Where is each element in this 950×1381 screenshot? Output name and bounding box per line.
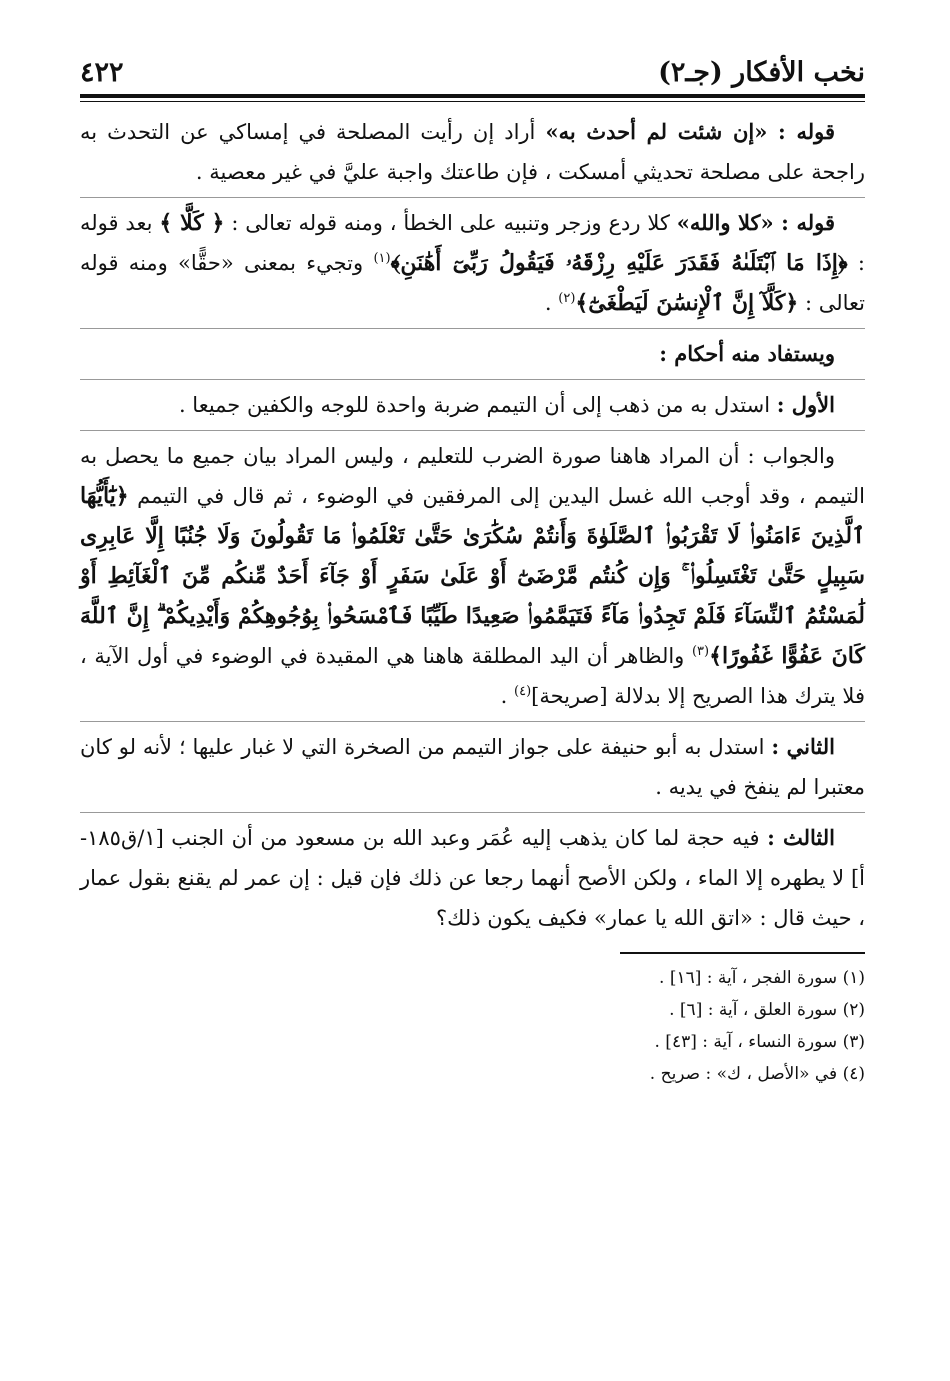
header-rule-thin bbox=[80, 101, 865, 102]
footnote-ref-3: (٣) bbox=[691, 644, 710, 659]
paragraph-2-text-2: بعد قوله : bbox=[80, 211, 865, 275]
paragraph-2-text-1: كلا ردع وزجر وتنبيه على الخطأ ، ومنه قوله تعالى : bbox=[224, 211, 677, 235]
paragraph-second-ruling bbox=[80, 727, 865, 807]
paragraph-separator bbox=[80, 197, 865, 198]
footnote-2: (٢) سورة العلق ، آية : [٦] . bbox=[669, 1000, 865, 1020]
paragraph-answer bbox=[80, 436, 865, 716]
paragraph-2-lead: قوله : «كلا والله» bbox=[676, 210, 835, 235]
paragraph-1-lead: قوله : «إن شئت لم أحدث به» bbox=[545, 119, 835, 144]
footnote-ref-2: (٢) bbox=[558, 291, 576, 306]
answer-text-2: والظاهر أن اليد المطلقة هاهنا هي المقيدة في الوضوء في أول الآية ، فلا يترك هذا الصريح إلا بدلالة [صريحة] bbox=[80, 644, 865, 708]
paragraph-separator bbox=[80, 328, 865, 329]
footnote-3: (٣) سورة النساء ، آية : [٤٣] . bbox=[654, 1032, 865, 1052]
footnote-ref-4: (٤) bbox=[514, 684, 532, 699]
header-rule-thick bbox=[80, 94, 865, 98]
second-ruling-text: استدل به أبو حنيفة على جواز التيمم من الصخرة التي لا غبار عليها ؛ لأنه لو كان معتبرا لم ينفخ في يديه . bbox=[80, 735, 865, 799]
third-ruling-text: فيه حجة لما كان يذهب إليه عُمَر وعبد الله بن مسعود من أن الجنب [١/ق١٨٥-أ] لا يطهره إلا الماء ، ولكن الأصح أنهما رجعا عن ذلك فإن قيل : إن عمر لم يقنع بقول عمار ، حيث قال : «اتق الله يا عمار» فكيف يكون ذلك؟ bbox=[80, 826, 865, 930]
footnotes bbox=[80, 962, 865, 1090]
main-text bbox=[80, 112, 865, 938]
first-ruling-text: استدل به من ذهب إلى أن التيمم ضربة واحدة للوجه والكفين جميعا . bbox=[178, 393, 777, 417]
footnote-ref-1: (١) bbox=[373, 251, 391, 266]
running-header bbox=[80, 40, 865, 92]
book-title: نخب الأفكار (جـ٢) bbox=[658, 57, 865, 88]
answer-text-3: . bbox=[500, 684, 515, 708]
paragraph-2 bbox=[80, 203, 865, 323]
paragraph-separator bbox=[80, 721, 865, 722]
paragraph-separator bbox=[80, 379, 865, 380]
third-ruling-lead: الثالث : bbox=[767, 825, 835, 850]
second-ruling-lead: الثاني : bbox=[771, 734, 835, 759]
paragraph-separator bbox=[80, 430, 865, 431]
answer-text-1: والجواب : أن المراد هاهنا صورة الضرب للتعليم ، وليس المراد بيان جميع ما يحصل به التيمم ، وقد أوجب الله غسل اليدين إلى المرفقين في الوضوء ، ثم قال في التيمم bbox=[80, 444, 865, 508]
paragraph-1-text: أراد إن رأيت المصلحة في إمساكي عن التحدث به راجحة على مصلحة تحديثي أمسكت ، فإن طاعتك واجبة عليَّ في غير معصية . bbox=[80, 120, 865, 184]
first-ruling-lead: الأول : bbox=[776, 392, 835, 417]
quran-quote-1: ﴿ كَلَّا ﴾ bbox=[159, 210, 225, 236]
footnote-4: (٤) في «الأصل ، ك» : صريح . bbox=[649, 1064, 865, 1084]
footnote-rule bbox=[620, 952, 865, 954]
paragraph-separator bbox=[80, 812, 865, 813]
paragraph-2-text-4: . bbox=[544, 291, 559, 315]
paragraph-2-text-3: وتجيء بمعنى «حقًّا» ومنه قوله تعالى : bbox=[80, 251, 865, 315]
footnote-1: (١) سورة الفجر ، آية : [١٦] . bbox=[659, 968, 865, 988]
section-heading: ويستفاد منه أحكام : bbox=[659, 341, 835, 366]
quran-quote-3: ﴿كَلَّآ إِنَّ ٱلْإِنسَٰنَ لَيَطْغَىٰٓ﴾ bbox=[575, 290, 799, 316]
paragraph-first-ruling bbox=[80, 385, 865, 425]
paragraph-third-ruling bbox=[80, 818, 865, 938]
quran-quote-2: ﴿إِذَا مَا ٱبْتَلَىٰهُ فَقَدَرَ عَلَيْهِ رِزْقَهُۥ فَيَقُولُ رَبِّىٓ أَهَٰنَنِ﴾ bbox=[390, 250, 848, 276]
book-page bbox=[80, 40, 865, 1340]
quran-quote-4: ﴿يَٰٓأَيُّهَا ٱلَّذِينَ ءَامَنُوا۟ لَا تَقْرَبُوا۟ ٱلصَّلَوٰةَ وَأَنتُمْ سُكَٰرَىٰ حَتَّىٰ تَعْلَمُوا۟ مَا تَقُولُونَ وَلَا جُنُبًا إِلَّا عَابِرِى سَبِيلٍ حَتَّىٰ تَغْتَسِلُوا۟ ۚ وَإِن كُنتُم مَّرْضَىٰٓ أَوْ عَلَىٰ سَفَرٍ أَوْ جَآءَ أَحَدٌ مِّنكُم مِّنَ ٱلْغَآئِطِ أَوْ لَٰمَسْتُمُ ٱلنِّسَآءَ فَلَمْ تَجِدُوا۟ مَآءً فَتَيَمَّمُوا۟ صَعِيدًا طَيِّبًا فَٱمْسَحُوا۟ بِوُجُوهِكُمْ وَأَيْدِيكُمْ ۗ إِنَّ ٱللَّهَ كَانَ عَفُوًّا غَفُورًا﴾ bbox=[80, 483, 865, 669]
paragraph-1 bbox=[80, 112, 865, 192]
page-number: ٤٢٢ bbox=[80, 57, 124, 88]
